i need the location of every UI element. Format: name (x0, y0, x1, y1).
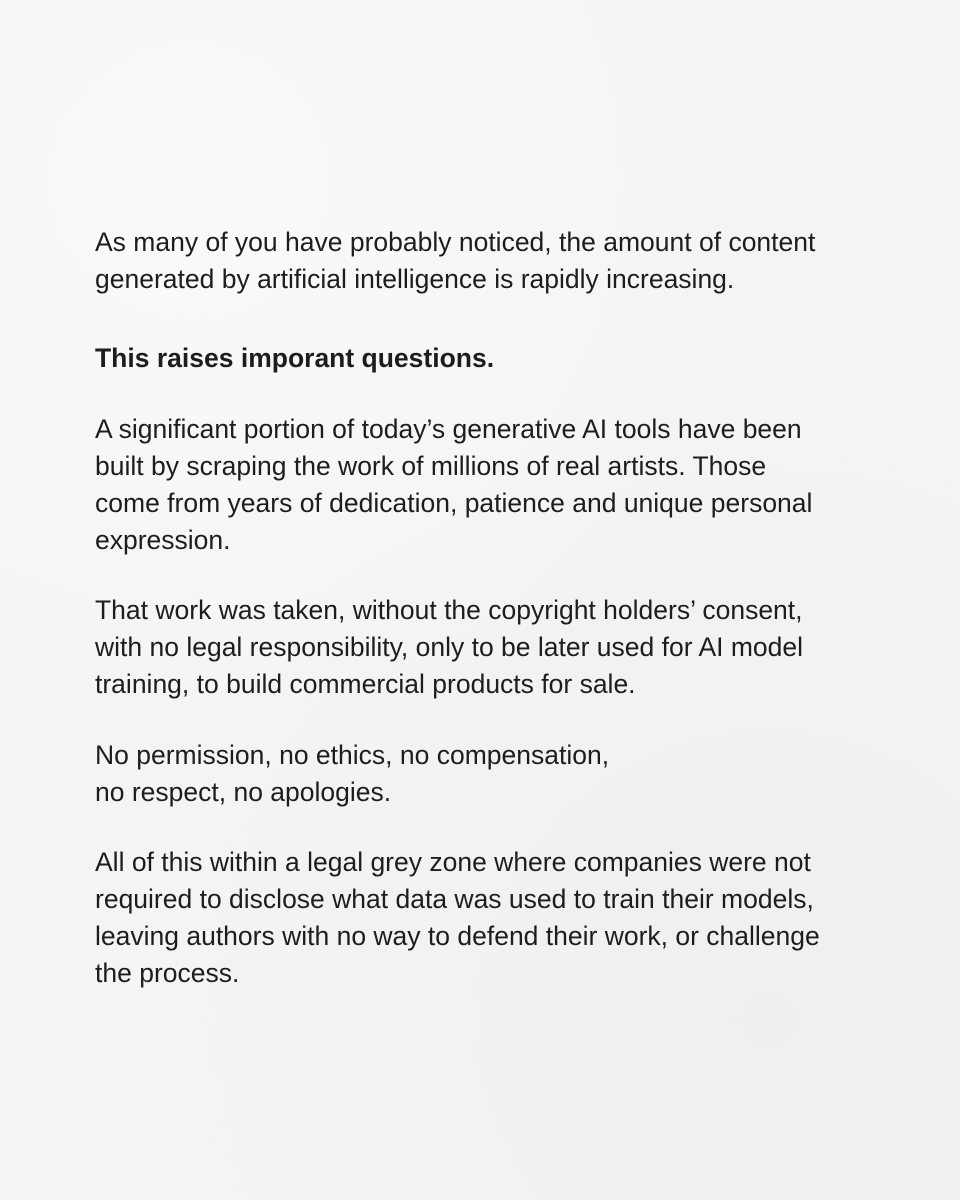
consent-paragraph (95, 592, 885, 703)
text-line: leaving authors with no way to defend their work, or challenge (95, 921, 820, 951)
text-line: generated by artificial intelligence is rapidly increasing. (95, 264, 735, 294)
text-line: expression. (95, 525, 231, 555)
text-line: no respect, no apologies. (95, 777, 392, 807)
text-line: the process. (95, 958, 240, 988)
text-line: come from years of dedication, patience and unique personal (95, 488, 813, 518)
text-line: built by scraping the work of millions of real artists. Those (95, 451, 767, 481)
statement-body (95, 224, 885, 992)
summary-paragraph (95, 737, 885, 811)
text-line: As many of you have probably noticed, the amount of content (95, 227, 816, 257)
legal-grey-zone-paragraph (95, 844, 885, 992)
text-line: A significant portion of today’s generative AI tools have been (95, 414, 802, 444)
scraping-paragraph (95, 411, 885, 559)
text-line: with no legal responsibility, only to be later used for AI model (95, 632, 804, 662)
emphasis-heading: This raises imporant questions. (95, 343, 495, 373)
intro-paragraph (95, 224, 885, 298)
text-line: That work was taken, without the copyright holders’ consent, (95, 595, 803, 625)
text-line: training, to build commercial products for sale. (95, 669, 636, 699)
text-line: All of this within a legal grey zone where companies were not (95, 847, 811, 877)
text-line: required to disclose what data was used to train their models, (95, 884, 814, 914)
text-line: No permission, no ethics, no compensation, (95, 740, 610, 770)
